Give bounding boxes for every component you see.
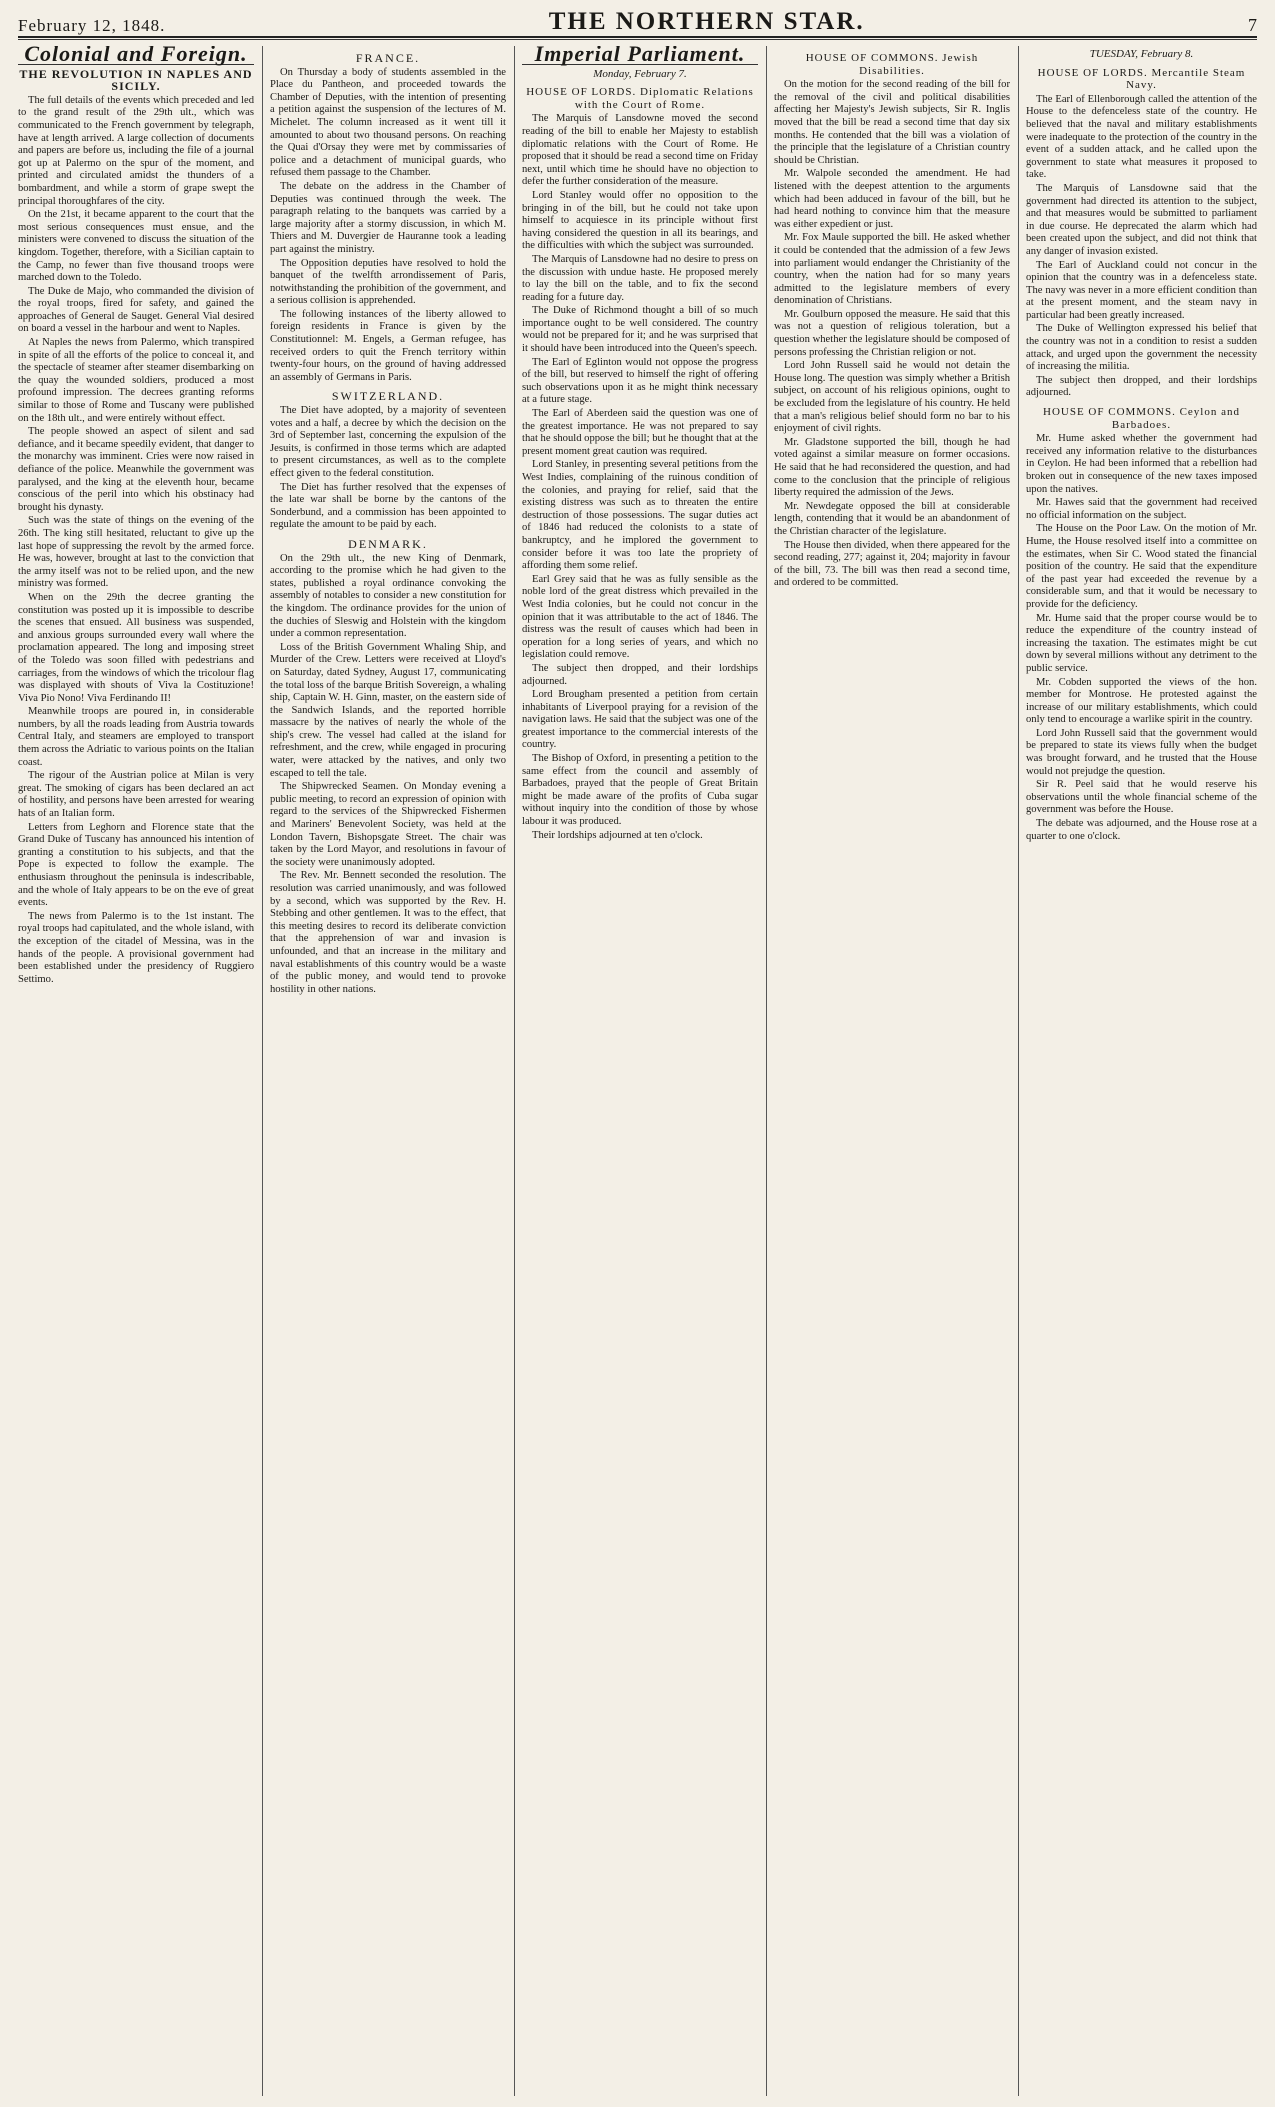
paper-title: THE NORTHERN STAR. [548,8,865,35]
masthead [18,6,1257,38]
paragraph: At Naples the news from Palermo, which transpired in spite of all the efforts of the police to conceal it, and the spectacle of steamer after steamer disembarking on the quay the wounded soldiers, produced a most profound impression. The decrees granting reforms similar to those of Rome and Tuscany were published on the 18th ult., and were entirely without effect. [18,337,254,424]
column-1 [18,46,254,2096]
paragraph: Mr. Hawes said that the government had received no official information on the subject. [1026,497,1257,521]
paragraph: The news from Palermo is to the 1st instant. The royal troops had capitulated, and the whole island, with the exception of the citadel of Messina, was in the hands of the people. A provisional government had been established under the presidency of Ruggiero Settimo. [18,910,254,985]
paragraph: Such was the state of things on the evening of the 26th. The king still hesitated, reluctant to give up the last hope of suppressing the revolt by the armed force. He was, however, brought at last to the conviction that the army itself was not to be relied upon, and the new ministry was formed. [18,515,254,590]
tuesday-commons-heading: HOUSE OF COMMONS. Ceylon and Barbadoes. [1043,406,1240,431]
column-rule [514,46,515,2096]
paragraph: The people showed an aspect of silent and sad defiance, and it became speedily evident, that danger to the monarchy was imminent. Cries were now raised in defiance of the police. Meanwhile the government was paralysed, and the king at the eleventh hour, became conscious of the peril into which his obstinacy had brought his dynasty. [18,426,254,513]
paragraph: On the motion for the second reading of the bill for the removal of the civil and political disabilities affecting her Majesty's Jewish subjects, Sir R. Inglis moved that the bill be read a second time that day six months. He contended that the bill was a violation of the principle that the legislature of a Christian country should be Christian. [774,79,1010,166]
column-rule [262,46,263,2096]
paragraph: Loss of the British Government Whaling Ship, and Murder of the Crew. Letters were received at Lloyd's on Saturday, dated Sydney, August 17, communicating the total loss of the barque British Sovereign, a whaling ship, Captain W. H. Ginn, master, on the eastern side of the Sandwich Islands, and the reported horrible massacre by the natives of nearly the whole of the ship's crew. The vessel had called at the island for refreshment, and the crew, while engaged in procuring water, were attacked by the natives, and only two escaped to tell the tale. [270,641,506,779]
tuesday-commons-body [1026,433,1257,843]
paragraph: The subject then dropped, and their lordships adjourned. [1026,374,1257,399]
paragraph: The Earl of Auckland could not concur in the opinion that the country was in a defenceless state. The navy was never in a more efficient condition than at the present moment, and the steam navy in particular had been greatly increased. [1026,259,1257,321]
column-2 [270,46,506,2096]
paragraph: The House then divided, when there appeared for the second reading, 277; against it, 204; majority in favour of the bill, 73. The bill was then read a second time, and ordered to be committed. [774,539,1010,589]
paragraph: Mr. Hume asked whether the government had received any information relative to the disturbances in Ceylon. He had been informed that a rebellion had broken out in consequence of the new taxes imposed upon the natives. [1026,433,1257,495]
paragraph: Lord Brougham presented a petition from certain inhabitants of Liverpool praying for a revision of the navigation laws. He said that the subject was one of the greatest importance to the commercial interests of the country. [522,689,758,751]
paragraph: Lord John Russell said that the government would be prepared to state its views fully when the budget was brought forward, and he trusted that the House would not prejudge the question. [1026,727,1257,777]
paragraph: The Marquis of Lansdowne had no desire to press on the discussion with undue haste. He proposed merely to lay the bill on the table, and to fix the second reading for a future day. [522,253,758,303]
columns [18,46,1257,2096]
paragraph: Sir R. Peel said that he would reserve his observations until the whole financial scheme of the government was before the House. [1026,779,1257,816]
paragraph: The subject then dropped, and their lordships adjourned. [522,662,758,687]
sitting-date: Monday, February 7. [593,67,687,80]
paragraph: The Duke of Wellington expressed his belief that the country was not in a condition to resist a sudden attack, and urged upon the government the necessity of increasing the militia. [1026,323,1257,373]
paragraph: The Earl of Eglinton would not oppose the progress of the bill, but reserved to himself the right of offering such observations upon it as he might think necessary at a future stage. [522,356,758,406]
paragraph: The rigour of the Austrian police at Milan is very great. The smoking of cigars has been declared an act of hostility, and persons have been arrested for wearing hats of an Italian form. [18,770,254,820]
paragraph: Mr. Hume said that the proper course would be to reduce the expenditure of the country instead of increasing the taxation. The estimates might be cut down by several millions without any detriment to the public service. [1026,612,1257,674]
switzerland-article-body [270,405,506,532]
tuesday-lords-body [1026,94,1257,400]
paragraph: The debate was adjourned, and the House rose at a quarter to one o'clock. [1026,818,1257,842]
column-3 [522,46,758,2096]
paragraph: The Diet has further resolved that the expenses of the late war shall be borne by the cantons of the Sonderbund, and a commission has been appointed to regulate the amount to be paid by each. [270,481,506,531]
paragraph: The Diet have adopted, by a majority of seventeen votes and a half, a decree by which the decision on the 3rd of September last, concerning the expulsion of the Jesuits, is confirmed in those terms which are adapted to present circumstances, as well as to the complete effect given to the federal constitution. [270,405,506,479]
paragraph: Their lordships adjourned at ten o'clock. [532,829,703,841]
lords-debate-body [522,113,758,842]
page-number: 7 [1248,15,1257,35]
paragraph: Earl Grey said that he was as fully sensible as the noble lord of the great distress which prevailed in the West India colonies, but he could not concur in the opinion that it was attributable to the act of 1846. The distress was the result of causes which had been in operation for a long series of years, and which no legislation could remove. [522,573,758,661]
paragraph: Mr. Walpole seconded the amendment. He had listened with the deepest attention to the arguments which had been adduced in favour of the bill, but he had heard nothing to convince him that the measure was either expedient or just. [774,168,1010,230]
paragraph: The Rev. Mr. Bennett seconded the resolution. The resolution was carried unanimously, and was followed by a second, which was supported by the Rev. H. Stebbing and other gentlemen. It was to the effect, that this meeting desires to record its deliberate conviction that the apprehension of war and invasion is unfounded, and that an increase in the military and naval establishments of this country would be a waste of the public money, and would tend to provoke hostility in other nations. [270,870,506,995]
paragraph: The following instances of the liberty allowed to foreign residents in France is given by the Constitutionnel: M. Engels, a German refugee, has received orders to quit the French territory within twenty-four hours, on the ground of having addressed an assembly of Germans in Paris. [270,308,506,383]
section-title-foreign: Colonial and Foreign. [18,48,254,65]
commons-debate-body [774,79,1010,590]
paragraph: Mr. Fox Maule supported the bill. He asked whether it could be contended that the admission of a few Jews into parliament would endanger the Christianity of the country, when the nation had for so many years admitted to the legislature members of every denomination of Christians. [774,232,1010,307]
column-5 [1026,46,1257,2096]
paragraph: Mr. Cobden supported the views of the hon. member for Montrose. He protested against the increase of our military establishments, which could only tend to encourage a warlike spirit in the country. [1026,676,1257,726]
paragraph: Mr. Newdegate opposed the bill at considerable length, contending that it would be an abandonment of the Christian character of the legislature. [774,500,1010,537]
paragraph: Lord Stanley would offer no opposition to the bringing in of the bill, but he could not take upon himself to acquiesce in its principle without first having considered the question in all its bearings, and the difficulties with which the subject was surrounded. [522,189,758,252]
section-title-parliament: Imperial Parliament. [522,48,758,65]
column-4 [774,46,1010,2096]
masthead-rule [18,39,1257,40]
tuesday-date: TUESDAY, February 8. [1089,48,1194,60]
france-article-body [270,67,506,385]
column-rule [1018,46,1019,2096]
lords-heading: HOUSE OF LORDS. Diplomatic Relations with the Court of Rome. [526,86,754,111]
paragraph: Mr. Gladstone supported the bill, though he had voted against a similar measure on former occasions. He said that he had reconsidered the question, and had come to the conclusion that the principle of religious liberty required the admission of the Jews. [774,436,1010,499]
denmark-article-body [270,553,506,997]
paragraph: On the 21st, it became apparent to the court that the most serious consequences must ensue, and the ministers were convened to discuss the situation of the kingdom. Together, therefore, with a Sicilian captain to the Camp, no fewer than five thousand troops were marched down to the Toledo. [18,209,254,284]
paragraph: The Bishop of Oxford, in presenting a petition to the same effect from the council and assembly of Barbadoes, prayed that the people of Great Britain might be made aware of the profits of Cuba sugar without inquiry into the condition of those by whose labour it was produced. [522,753,758,828]
issue-date: February 12, 1848. [18,16,166,35]
article-headline: THE REVOLUTION IN NAPLES AND SICILY. [19,66,253,94]
paragraph: The House on the Poor Law. On the motion of Mr. Hume, the House resolved itself into a committee on the estimates, when Sir C. Wood stated the financial position of the country. He said that the expenditure of the past year had exceeded the revenue by a considerable sum, and that it would be necessary to provide for the deficiency. [1026,523,1257,610]
paragraph: The Earl of Ellenborough called the attention of the House to the defenceless state of the country. He believed that the naval and military establishments were inadequate to the protection of the country in the event of a sudden attack, and he called upon the government to state what measures it proposed to take. [1026,93,1257,181]
paragraph: The Marquis of Lansdowne moved the second reading of the bill to enable her Majesty to establish diplomatic relations with the Court of Rome. He proposed that it should be read a second time on Friday next, until which time he should have no objection to defer the further consideration of the measure. [522,113,758,188]
paragraph: On the 29th ult., the new King of Denmark, according to the promise which he had given to the states, published a royal ordinance convoking the assembly of notables to consider a new constitution for the kingdom. The ordinance provides for the union of the duchies of Sleswig and Holstein with the kingdom under a common representation. [270,552,506,640]
paragraph: The Earl of Aberdeen said the question was one of the greatest importance. He was not prepared to say that he should oppose the bill; but he thought that at the present moment great caution was required. [522,408,758,457]
paragraph: Lord Stanley, in presenting several petitions from the West Indies, complaining of the ruinous condition of the colonies, and praying for relief, said that the existing distress was such as to threaten the entire destruction of those possessions. The sugar duties act of 1846 had reduced the colonists to a state of bankruptcy, and he implored the government to consider before it was too late the propriety of affording them some relief. [522,459,758,572]
paragraph: When on the 29th the decree granting the constitution was posted up it is impossible to describe the scenes that ensued. All business was suspended, and anxious groups surrounded every wall where the proclamation appeared. The long and imposing street of the Toledo was soon filled with pedestrians and carriages, from the windows of which the tricolour flag was displayed with shouts of Viva la Costituzione! Viva Pio Nono! Viva Ferdinando II! [18,591,254,704]
paragraph: The Opposition deputies have resolved to hold the banquet of the twelfth arrondissement of Paris, notwithstanding the prohibition of the government, and a serious collision is apprehended. [270,257,506,307]
paragraph: Mr. Goulburn opposed the measure. He said that this was not a question of religious toleration, but a question whether the legislature should be composed of persons professing the Christian religion or not. [774,308,1010,358]
paragraph: The Duke of Richmond thought a bill of so much importance ought to be well considered. The country would not be prepared for it; and he was surprised that it should have been introduced into the Queen's speech. [522,305,758,355]
paragraph: The Shipwrecked Seamen. On Monday evening a public meeting, to record an expression of opinion with regard to the services of the Shipwrecked Fishermen and Mariners' Benevolent Society, was held at the London Tavern, Bishopsgate Street. The chair was taken by the Lord Mayor, and resolutions in favour of the society were unanimously adopted. [270,781,506,868]
column-rule [766,46,767,2096]
paragraph: On Thursday a body of students assembled in the Place du Pantheon, and proceeded towards the Chamber of Deputies, with the intention of presenting a petition against the suspension of the lectures of M. Michelet. The column increased as it went till it amounted to about two thousand persons. On reaching the Quai d'Orsay they were met by commissaries of police and a detachment of municipal guards, who refused them passage to the Chamber. [270,66,506,179]
paragraph: The debate on the address in the Chamber of Deputies was continued through the week. The paragraph relating to the banquets was carried by a large majority after a stormy discussion, in which M. Thiers and M. Duvergier de Hauranne took a leading part against the ministry. [270,180,506,255]
switzerland-heading: SWITZERLAND. [331,389,445,404]
paragraph: The Duke de Majo, who commanded the division of the royal troops, fired for safety, and gained the approaches of General de Sauget. General Vial desired on board a vessel in the harbour and went to Naples. [18,285,254,335]
foreign-article-body [18,95,254,987]
paragraph: The full details of the events which preceded and led to the grand result of the 29th ult., which was communicated to the French government by telegraph, have at length arrived. A large collection of documents and papers are before us, including the file of a journal got up at Palermo on the spur of the moment, and printed and circulated amidst the thunders of a bombardment, and while a storm of grape swept the principal thoroughfares of the city. [18,94,254,207]
paragraph: Letters from Leghorn and Florence state that the Grand Duke of Tuscany has announced his intention of granting a constitution to his subjects, and that the Pope is expected to follow the example. The enthusiasm throughout the peninsula is indescribable, and the whole of Italy appears to be on the eve of great events. [18,821,254,909]
paragraph: Lord John Russell said he would not detain the House long. The question was simply whether a British subject, on account of his religious opinions, ought to be excluded from the legislature of his country. He held that a man's religious belief should form no bar to his enjoyment of civil rights. [774,360,1010,435]
paragraph: The Marquis of Lansdowne said that the government had directed its attention to the subject, and that measures would be submitted to parliament in due course. He deprecated the alarm which had been created upon the subject, and did not think that any danger of invasion existed. [1026,182,1257,257]
france-heading: FRANCE. [355,51,421,65]
paragraph: Meanwhile troops are poured in, in considerable numbers, by all the roads leading from Austria towards Central Italy, and steamers are employed to transport them across the Adriatic to various points on the Italian coast. [18,706,254,768]
denmark-heading: DENMARK. [348,536,428,551]
tuesday-lords-heading: HOUSE OF LORDS. Mercantile Steam Navy. [1037,66,1246,92]
commons-heading: HOUSE OF COMMONS. Jewish Disabilities. [805,52,979,77]
